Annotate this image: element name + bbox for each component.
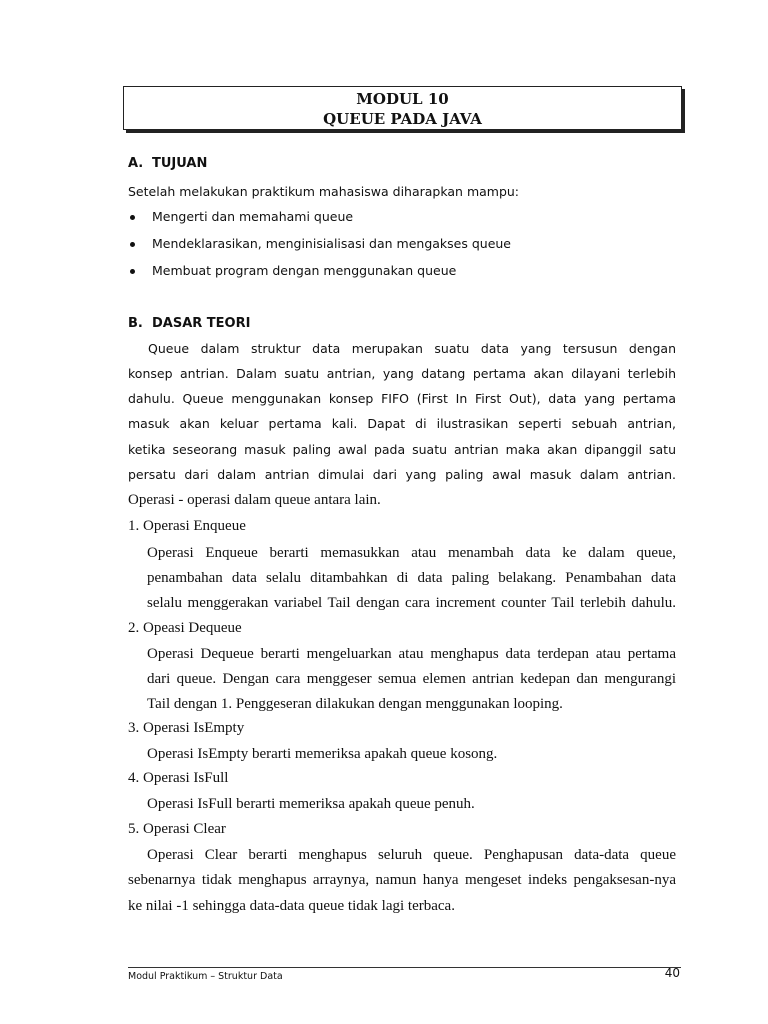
module-title-box [123,86,682,130]
module-title: QUEUE PADA JAVA [323,110,482,128]
page-number: 40 [664,966,680,980]
operation-text: selalu menggerakan variabel Tail dengan cara increment counter Tail terlebih dahulu. [147,595,676,611]
objective-item: Mendeklarasikan, menginisialisasi dan mengakses queue [152,236,512,251]
footer-label: Modul Praktikum – Struktur Data [128,971,283,982]
bullet-icon [130,215,135,220]
operation-text: Operasi Dequeue berarti mengeluarkan atau menghapus data terdepan atau pertama [147,646,676,662]
operation-text: penambahan data selalu ditambahkan di data paling belakang. Penambahan data [147,570,676,586]
operation-text: ke nilai -1 sehingga data-data queue tidak lagi terbaca. [128,898,455,914]
operation-title-clear: 5. Operasi Clear [128,821,226,837]
section-b-heading: B. DASAR TEORI [128,316,251,331]
bullet-icon [130,269,135,274]
paragraph-line: persatu dari dalam antrian dimulai dari yang paling awal masuk dalam antrian. [128,467,676,482]
operation-text: Operasi Enqueue berarti memasukkan atau menambah data ke dalam queue, [147,545,676,561]
operation-text: dari queue. Dengan cara menggeser semua elemen antrian kedepan dan mengurangi [147,671,676,687]
paragraph-line: masuk akan keluar pertama kali. Dapat di ilustrasikan seperti sebuah antrian, [128,416,676,431]
section-a-heading: A. TUJUAN [128,156,208,171]
operation-text: Operasi IsEmpty berarti memeriksa apakah queue kosong. [147,746,498,762]
operation-text: Tail dengan 1. Penggeseran dilakukan dengan menggunakan looping. [147,696,563,712]
operation-title-isfull: 4. Operasi IsFull [128,770,229,786]
paragraph-line: konsep antrian. Dalam suatu antrian, yang datang pertama akan dilayani terlebih [128,366,676,381]
operation-text: sebenarnya tidak menghapus arraynya, namun hanya mengeset indeks pengaksesan-nya [128,872,676,888]
section-a-intro: Setelah melakukan praktikum mahasiswa diharapkan mampu: [128,184,520,199]
operations-intro: Operasi - operasi dalam queue antara lain. [128,492,381,508]
paragraph-line: ketika seseorang masuk paling awal pada suatu antrian maka akan dipanggil satu [128,442,676,457]
objective-item: Mengerti dan memahami queue [152,209,354,224]
paragraph-line: dahulu. Queue menggunakan konsep FIFO (First In First Out), data yang pertama [128,391,676,406]
paragraph-line: Queue dalam struktur data merupakan suatu data yang tersusun dengan [148,341,676,356]
operation-title-enqueue: 1. Operasi Enqueue [128,518,246,534]
objective-item: Membuat program dengan menggunakan queue [152,263,457,278]
operation-title-isempty: 3. Operasi IsEmpty [128,720,245,736]
footer-divider [128,967,681,968]
operation-text: Operasi Clear berarti menghapus seluruh queue. Penghapusan data-data queue [147,847,676,863]
operation-text: Operasi IsFull berarti memeriksa apakah queue penuh. [147,796,475,812]
module-number: MODUL 10 [356,90,449,108]
operation-title-dequeue: 2. Opeasi Dequeue [128,620,242,636]
bullet-icon [130,242,135,247]
